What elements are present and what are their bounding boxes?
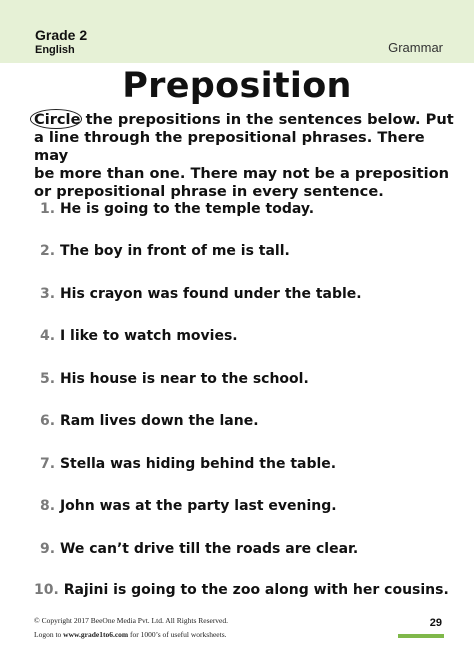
circled-word-text: Circle xyxy=(34,111,81,128)
sentence-text: He is going to the temple today. xyxy=(59,201,315,217)
sentence-5 xyxy=(40,371,309,387)
sentence-number: 2. xyxy=(40,243,56,259)
sentence-text: Stella was hiding behind the table. xyxy=(59,456,337,472)
sentence-9 xyxy=(40,541,358,557)
sentence-number: 1. xyxy=(40,201,56,217)
instructions xyxy=(34,111,454,201)
sentence-text: I like to watch movies. xyxy=(59,328,238,344)
sentence-number: 4. xyxy=(40,328,56,344)
sentence-text: His house is near to the school. xyxy=(59,371,309,387)
sentence-7 xyxy=(40,456,336,472)
sentence-4 xyxy=(40,328,238,344)
logon-suffix: for 1000’s of useful worksheets. xyxy=(128,630,227,639)
page-accent-bar xyxy=(398,634,444,638)
sentence-text: His crayon was found under the table. xyxy=(59,286,362,302)
sentence-8 xyxy=(40,498,337,514)
page-title: Preposition xyxy=(122,66,352,106)
instructions-line-4: or prepositional phrase in every sentence. xyxy=(34,183,384,200)
sentence-10 xyxy=(34,582,449,598)
instructions-line-3: be more than one. There may not be a preposition xyxy=(34,165,449,182)
sentence-number: 5. xyxy=(40,371,56,387)
sentence-3 xyxy=(40,286,362,302)
instructions-line-1 xyxy=(34,111,454,129)
page-number: 29 xyxy=(429,617,442,629)
sentence-number: 8. xyxy=(40,498,56,514)
circled-word xyxy=(34,111,80,129)
circle-mark-icon xyxy=(30,109,82,129)
header-band xyxy=(0,0,474,63)
logon-prefix: Logon to xyxy=(34,630,64,639)
sentence-text: John was at the party last evening. xyxy=(59,498,337,514)
instructions-line-1-rest: the prepositions in the sentences below. Put xyxy=(85,111,454,128)
sentence-6 xyxy=(40,413,259,429)
sentence-text: Rajini is going to the zoo along with her cousins. xyxy=(63,582,449,598)
site-link[interactable]: www.grade1to6.com xyxy=(63,630,129,639)
copyright-text: © Copyright 2017 BeeOne Media Pvt. Ltd. All Rights Reserved. xyxy=(34,616,229,625)
sentence-number: 3. xyxy=(40,286,56,302)
sentence-number: 6. xyxy=(40,413,56,429)
sentence-number: 7. xyxy=(40,456,56,472)
sentence-2 xyxy=(40,243,290,259)
logon-text xyxy=(34,630,227,639)
subject-label: English xyxy=(35,44,75,56)
grade-label: Grade 2 xyxy=(35,27,88,43)
instructions-line-2: a line through the prepositional phrases. There may xyxy=(34,129,425,164)
sentence-text: We can’t drive till the roads are clear. xyxy=(59,541,359,557)
sentence-number: 10. xyxy=(34,582,59,598)
sentence-text: Ram lives down the lane. xyxy=(59,413,259,429)
category-label: Grammar xyxy=(388,40,443,55)
sentence-number: 9. xyxy=(40,541,56,557)
sentence-1 xyxy=(40,201,314,217)
sentence-text: The boy in front of me is tall. xyxy=(59,243,290,259)
